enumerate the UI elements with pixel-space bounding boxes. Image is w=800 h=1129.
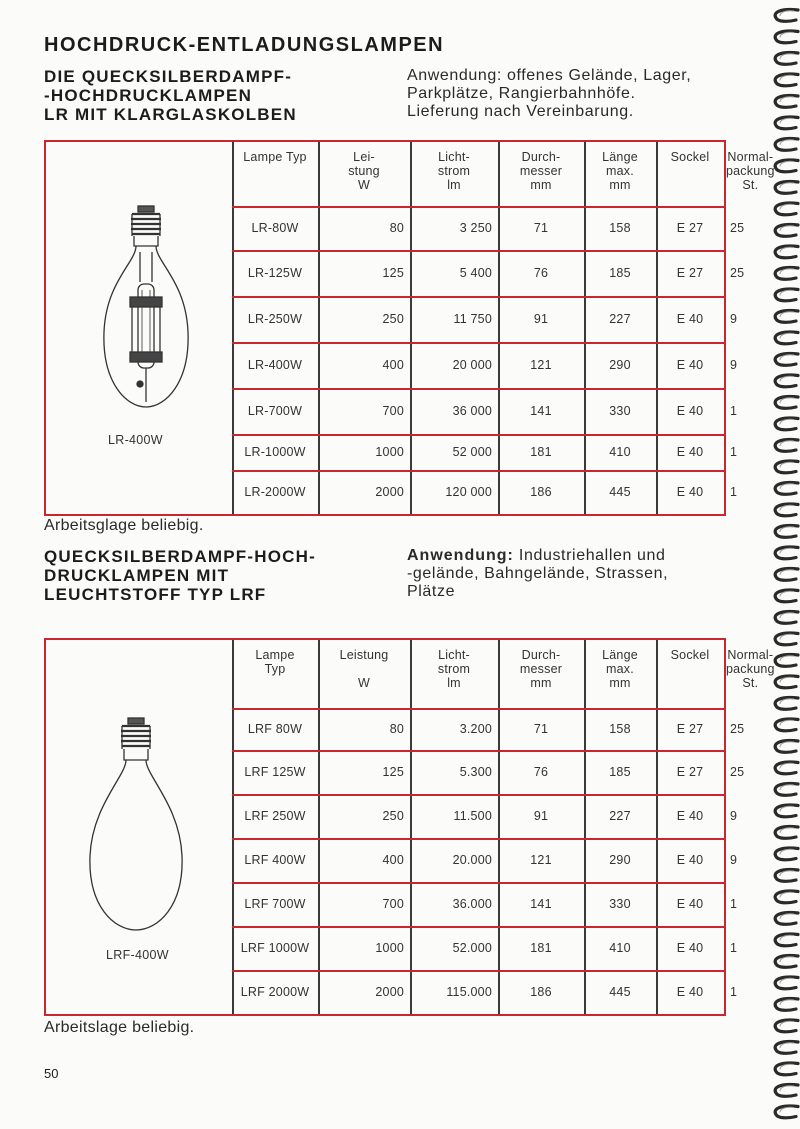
column-header-line: Normal- (727, 150, 774, 164)
table-cell: 445 (609, 985, 631, 999)
column-divider (498, 142, 500, 514)
column-divider (410, 142, 412, 514)
table-cell: 71 (533, 722, 549, 736)
table-cell: E 40 (676, 312, 704, 326)
table-cell: E 27 (676, 266, 704, 280)
column-header (234, 150, 316, 164)
column-header-line: Licht- (438, 648, 470, 662)
table-cell: 141 (530, 897, 552, 911)
section1-title (44, 67, 297, 124)
table-cell: 185 (609, 266, 631, 280)
lrf-image-label: LRF-400W (106, 948, 169, 962)
table-cell: 290 (609, 853, 631, 867)
table-cell: 25 (730, 221, 745, 235)
column-header-line: max. (606, 164, 634, 178)
column-header-line: Sockel (670, 150, 710, 164)
table-cell: 120 000 (445, 485, 492, 499)
column-divider (232, 142, 234, 514)
row-divider (232, 750, 724, 752)
table-cell: 36.000 (452, 897, 492, 911)
column-divider (232, 640, 234, 1014)
table-cell: 186 (530, 485, 552, 499)
table-cell: 700 (382, 404, 404, 418)
table-cell: 121 (530, 853, 552, 867)
page-heading: HOCHDRUCK-ENTLADUNGSLAMPEN (44, 34, 445, 56)
column-header-line: packung (726, 164, 775, 178)
table-cell: 1 (730, 941, 738, 955)
table-cell: 80 (389, 722, 404, 736)
table-cell: 20.000 (452, 853, 492, 867)
column-divider (656, 142, 658, 514)
column-header (412, 648, 496, 690)
column-header-line (320, 662, 408, 676)
column-header-line: Lampe Typ (243, 150, 307, 164)
table-cell: 52 000 (452, 445, 492, 459)
column-header (500, 150, 582, 192)
table-cell: 25 (730, 765, 745, 779)
row-divider (232, 434, 724, 436)
column-divider (318, 640, 320, 1014)
table-cell: LRF 1000W (240, 941, 310, 955)
section1-title-line: DIE QUECKSILBERDAMPF- (44, 67, 293, 86)
spiral-binding (768, 0, 800, 1129)
table-cell: 410 (609, 445, 631, 459)
table-cell: 141 (530, 404, 552, 418)
table-cell: 1000 (375, 445, 404, 459)
column-header (586, 150, 654, 192)
row-divider (232, 388, 724, 390)
table-cell: E 40 (676, 445, 704, 459)
table-cell: LR-1000W (244, 445, 306, 459)
section2-title-line: QUECKSILBERDAMPF-HOCH- (44, 547, 316, 566)
table-cell: 91 (533, 809, 549, 823)
column-header-line: Lei- (353, 150, 375, 164)
column-header (658, 648, 722, 662)
table-cell: 227 (609, 312, 631, 326)
table-cell: E 40 (676, 853, 704, 867)
table-cell: 121 (530, 358, 552, 372)
column-header-line: Lampe (255, 648, 295, 662)
table-cell: 91 (533, 312, 549, 326)
table-cell: LR-80W (251, 221, 299, 235)
table-cell: 11 750 (453, 312, 492, 326)
table-cell: 1 (730, 985, 738, 999)
column-header-line: Leistung (339, 648, 389, 662)
table-cell: 9 (730, 853, 738, 867)
column-header (658, 150, 722, 164)
table-cell: 1000 (375, 941, 404, 955)
column-header-line: Durch- (521, 648, 561, 662)
section1-note: Arbeitsglage beliebig. (44, 517, 204, 534)
table-cell: 71 (533, 221, 549, 235)
section2-desc-line: Industriehallen und (518, 547, 666, 564)
table-cell: 181 (530, 941, 552, 955)
column-header-line: Länge (602, 150, 638, 164)
table-cell: LR-250W (247, 312, 303, 326)
table-cell: 185 (609, 765, 631, 779)
section1-desc-line: Anwendung: offenes Gelände, Lager, (407, 67, 692, 84)
table-cell: 9 (730, 809, 738, 823)
table-cell: E 40 (676, 985, 704, 999)
table-cell: E 27 (676, 722, 704, 736)
column-header-line: Normal- (727, 648, 774, 662)
table-cell: LRF 2000W (240, 985, 310, 999)
column-header-line: max. (606, 662, 634, 676)
table-cell: LRF 400W (244, 853, 306, 867)
column-header-line: Typ (264, 662, 286, 676)
section1-desc-line: Lieferung nach Vereinbarung. (407, 103, 634, 120)
column-header (320, 648, 408, 690)
table-cell: E 40 (676, 404, 704, 418)
table-cell: 125 (382, 765, 404, 779)
table-cell: 80 (389, 221, 404, 235)
table-cell: 400 (382, 853, 404, 867)
column-header-line: Länge (602, 648, 638, 662)
table-cell: 445 (609, 485, 631, 499)
table-cell: 2000 (375, 485, 404, 499)
lrf-400w-lamp-illustration (84, 716, 194, 936)
column-header (586, 648, 654, 690)
table-cell: 3.200 (459, 722, 492, 736)
section1-description (407, 67, 691, 121)
table-cell: LRF 700W (244, 897, 306, 911)
column-header-line: mm (609, 178, 631, 192)
table-cell: 25 (730, 722, 745, 736)
column-header-line: strom (437, 662, 471, 676)
column-header-line: lm (447, 178, 461, 192)
column-header-line: W (358, 178, 370, 192)
column-divider (584, 142, 586, 514)
page-number: 50 (44, 1066, 59, 1081)
table-cell: E 40 (676, 809, 704, 823)
row-divider (232, 342, 724, 344)
row-divider (232, 794, 724, 796)
column-header-line: Durch- (521, 150, 561, 164)
column-header-line: Licht- (438, 150, 470, 164)
row-divider (232, 206, 724, 208)
table-cell: E 27 (676, 221, 704, 235)
column-header (500, 648, 582, 690)
table-cell: 158 (609, 221, 631, 235)
table-cell: 11.500 (453, 809, 492, 823)
table-cell: 1 (730, 404, 738, 418)
table-cell: 9 (730, 358, 738, 372)
table-cell: 2000 (375, 985, 404, 999)
table-cell: 5.300 (459, 765, 492, 779)
section2-description (407, 547, 668, 601)
row-divider (232, 708, 724, 710)
table-cell: E 40 (676, 485, 704, 499)
table-cell: 330 (609, 404, 631, 418)
column-header-line: messer (519, 662, 563, 676)
row-divider (232, 838, 724, 840)
table-cell: LR-2000W (244, 485, 306, 499)
section2-title-line: DRUCKLAMPEN MIT (44, 566, 230, 585)
table-cell: 9 (730, 312, 738, 326)
column-header-line: mm (530, 676, 552, 690)
table-cell: 700 (382, 897, 404, 911)
column-header-line: messer (519, 164, 563, 178)
column-header-line: St. (742, 178, 759, 192)
table-cell: LRF 125W (244, 765, 306, 779)
column-divider (584, 640, 586, 1014)
section1-desc-line: Parkplätze, Rangierbahnhöfe. (407, 85, 636, 102)
row-divider (232, 296, 724, 298)
lr-image-label: LR-400W (108, 433, 163, 447)
table-cell: 181 (530, 445, 552, 459)
lrf-lamp-table (44, 638, 775, 1016)
row-divider (232, 250, 724, 252)
section2-desc-bold: Anwendung: (407, 547, 514, 564)
table-cell: 20 000 (452, 358, 492, 372)
table-cell: 330 (609, 897, 631, 911)
table-cell: 186 (530, 985, 552, 999)
section2-desc-line: Plätze (407, 583, 456, 600)
section2-title-line: LEUCHTSTOFF TYP LRF (44, 585, 267, 604)
row-divider (232, 470, 724, 472)
table-cell: 36 000 (452, 404, 492, 418)
column-header (412, 150, 496, 192)
table-cell: LR-400W (247, 358, 303, 372)
column-divider (498, 640, 500, 1014)
column-divider (410, 640, 412, 1014)
table-cell: E 27 (676, 765, 704, 779)
table-cell: LRF 250W (244, 809, 306, 823)
table-cell: 1 (730, 485, 738, 499)
table-cell: 250 (382, 809, 404, 823)
column-header (320, 150, 408, 192)
column-header-line: packung (726, 662, 775, 676)
table-cell: 158 (609, 722, 631, 736)
row-divider (232, 882, 724, 884)
table-cell: 290 (609, 358, 631, 372)
table-cell: 76 (533, 765, 549, 779)
table-cell: E 40 (676, 358, 704, 372)
table-cell: 227 (609, 809, 631, 823)
row-divider (232, 970, 724, 972)
table-cell: 400 (382, 358, 404, 372)
section2-desc-line: -gelände, Bahngelände, Strassen, (407, 565, 669, 582)
table-cell: 250 (382, 312, 404, 326)
table-cell: 52.000 (452, 941, 492, 955)
table-cell: 1 (730, 445, 738, 459)
table-cell: LR-700W (247, 404, 303, 418)
column-header-line: lm (447, 676, 461, 690)
table-cell: LR-125W (247, 266, 303, 280)
table-cell: 25 (730, 266, 745, 280)
table-cell: 5 400 (459, 266, 492, 280)
lr-lamp-table (44, 140, 775, 516)
column-divider (318, 142, 320, 514)
column-divider (656, 640, 658, 1014)
lr-400w-lamp-illustration (96, 202, 196, 427)
table-cell: 3 250 (459, 221, 492, 235)
table-cell: 115.000 (446, 985, 492, 999)
column-header-line: mm (609, 676, 631, 690)
section1-title-line: -HOCHDRUCKLAMPEN (44, 86, 253, 105)
column-header-line: strom (437, 164, 471, 178)
row-divider (232, 926, 724, 928)
section2-note: Arbeitslage beliebig. (44, 1019, 195, 1036)
table-cell: 1 (730, 897, 738, 911)
section2-title (44, 547, 316, 604)
table-cell: 410 (609, 941, 631, 955)
table-cell: E 40 (676, 941, 704, 955)
column-header-line: mm (530, 178, 552, 192)
table-cell: LRF 80W (247, 722, 303, 736)
column-header (234, 648, 316, 676)
section1-title-line: LR MIT KLARGLASKOLBEN (44, 105, 297, 124)
table-cell: E 40 (676, 897, 704, 911)
column-header-line: W (358, 676, 370, 690)
column-header-line: Sockel (670, 648, 710, 662)
table-cell: 76 (533, 266, 549, 280)
column-header-line: stung (348, 164, 380, 178)
column-header-line: St. (742, 676, 759, 690)
table-cell: 125 (382, 266, 404, 280)
